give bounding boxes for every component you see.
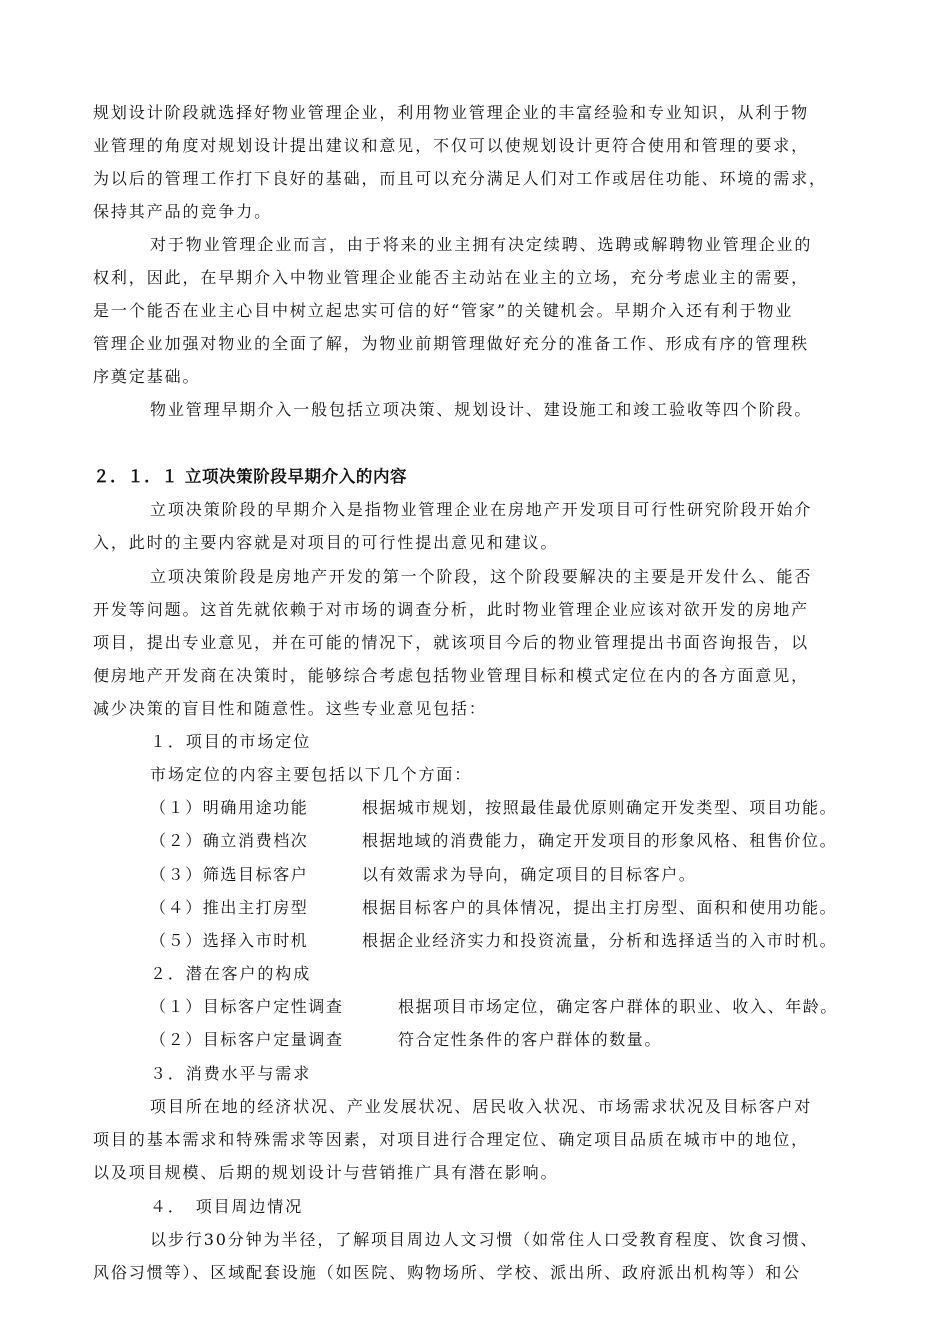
paragraph-line: 规划设计阶段就选择好物业管理企业，利用物业管理企业的丰富经验和专业知识，从利于物 [93,103,810,122]
paragraph-line: 项目，提出专业意见，并在可能的情况下，就该项目今后的物业管理提出书面咨询报告，以 [93,633,810,652]
paragraph-line: 以及项目规模、后期的规划设计与营销推广具有潜在影响。 [93,1163,559,1182]
paragraph-line: 项目所在地的经济状况、产业发展状况、居民收入状况、市场需求状况及目标客户对 [150,1097,813,1116]
section-heading: ２．１．１ 立项决策阶段早期介入的内容 [93,467,408,486]
paragraph-line: 立项决策阶段是房地产开发的第一个阶段，这个阶段要解决的主要是开发什么、能否 [150,567,813,586]
list-item-label: （１）目标客户定性调查 [150,997,344,1016]
paragraph-line: 入，此时的主要内容就是对项目的可行性提出意见和建议。 [93,533,559,552]
paragraph-line: 风俗习惯等）、区域配套设施（如医院、购物场所、学校、派出所、政府派出机构等）和公 [93,1263,802,1282]
paragraph-line: 管理企业加强对物业的全面了解，为物业前期管理做好充分的准备工作、形成有序的管理秩 [93,334,810,353]
paragraph-line: 开发等问题。这首先就依赖于对市场的调查分析，此时物业管理企业应该对欲开发的房地产 [93,600,810,619]
list-item-desc: 以有效需求为导向，确定项目的目标客户。 [362,865,697,884]
paragraph-line: 是一个能否在业主心目中树立起忠实可信的好“管家”的关键机会。早期介入还有利于物业 [93,301,794,320]
paragraph-line: 业管理的角度对规划设计提出建议和意见，不仅可以使规划设计更符合使用和管理的要求， [93,136,810,155]
list-item-label: （３）筛选目标客户 [150,865,309,884]
list-item-label: （５）选择入市时机 [150,931,309,950]
point-title: ２．潜在客户的构成 [150,964,312,983]
paragraph-line: 为以后的管理工作打下良好的基础，而且可以充分满足人们对工作或居住功能、环境的需求， [93,169,827,188]
paragraph-line: 权利，因此，在早期介入中物业管理企业能否主动站在业主的立场，充分考虑业主的需要， [93,268,810,287]
point-title: １．项目的市场定位 [150,732,312,751]
list-item-label: （２）确立消费档次 [150,831,309,850]
list-item-label: （４）推出主打房型 [150,898,309,917]
paragraph-line: 以步行30分钟为半径，了解项目周边人文习惯（如常住人口受教育程度、饮食习惯、 [150,1230,819,1249]
list-item-desc: 根据企业经济实力和投资流量，分析和选择适当的入市时机。 [362,931,838,950]
list-item-desc: 根据目标客户的具体情况，提出主打房型、面积和使用功能。 [362,898,838,917]
list-item-label: （２）目标客户定量调查 [150,1030,344,1049]
paragraph-line: 对于物业管理企业而言，由于将来的业主拥有决定续聘、选聘或解聘物业管理企业的 [150,235,813,254]
list-item-desc: 根据项目市场定位，确定客户群体的职业、收入、年龄。 [398,997,839,1016]
point-title: ３．消费水平与需求 [150,1064,312,1083]
point-title: ４． 项目周边情况 [150,1197,304,1216]
list-item-desc: 根据地域的消费能力，确定开发项目的形象风格、租售价位。 [362,831,838,850]
paragraph-line: 序奠定基础。 [93,367,201,386]
list-item-label: （１）明确用途功能 [150,798,309,817]
stages-sentence: 物业管理早期介入一般包括立项决策、规划设计、建设施工和竣工验收等四个阶段。 [150,400,813,419]
list-item-desc: 根据城市规划，按照最佳最优原则确定开发类型、项目功能。 [362,798,838,817]
list-item-desc: 符合定性条件的客户群体的数量。 [398,1030,663,1049]
point-intro: 市场定位的内容主要包括以下几个方面： [150,765,473,784]
paragraph-line: 项目的基本需求和特殊需求等因素，对项目进行合理定位、确定项目品质在城市中的地位， [93,1130,810,1149]
paragraph-line: 立项决策阶段的早期介入是指物业管理企业在房地产开发项目可行性研究阶段开始介 [150,500,813,519]
paragraph-line: 保持其产品的竞争力。 [93,202,273,221]
paragraph-line: 减少决策的盲目性和随意性。这些专业意见包括： [93,699,487,718]
paragraph-line: 便房地产开发商在决策时，能够综合考虑包括物业管理目标和模式定位在内的各方面意见， [93,666,810,685]
